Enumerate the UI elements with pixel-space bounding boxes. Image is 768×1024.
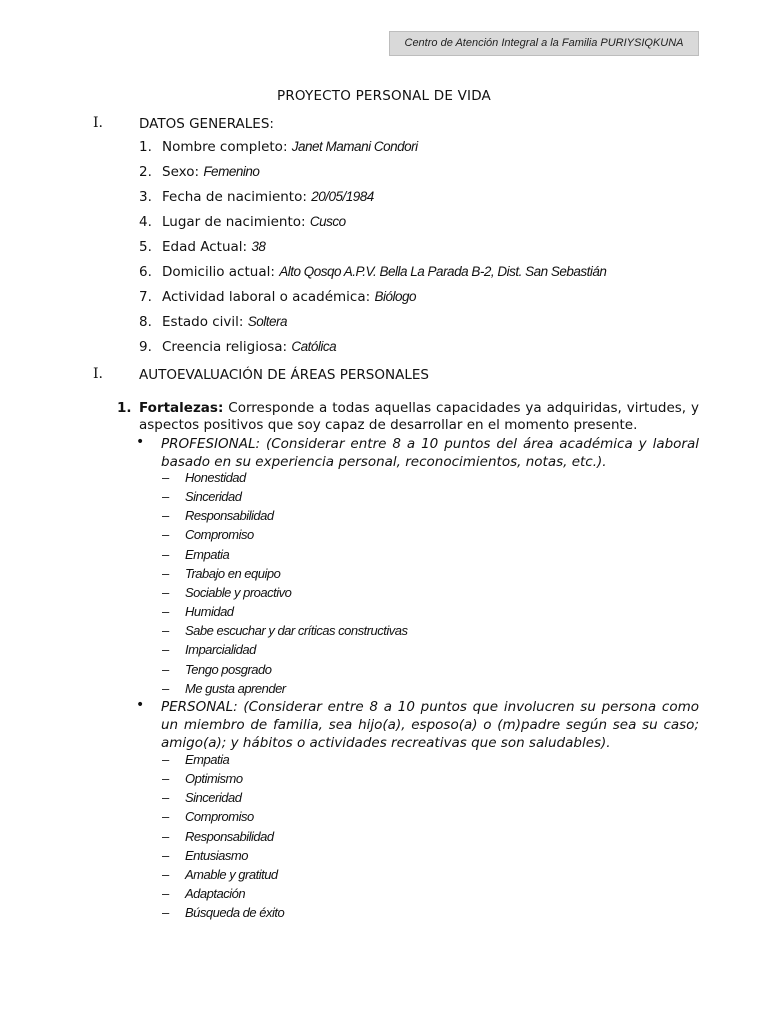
data-item-number: 2. [139, 164, 152, 180]
data-item-label: Estado civil: [162, 314, 248, 330]
profesional-list-item: Empatia [185, 546, 230, 562]
data-item [162, 289, 416, 305]
data-item-number: 8. [139, 314, 152, 330]
fortalezas-description: Corresponde a todas aquellas capacidades ya adquiridas, virtudes, y aspectos positivos que soy capaz de desarrollar en el momento presente. [139, 400, 699, 433]
profesional-list-item: Honestidad [185, 470, 246, 485]
personal-list-item: Entusiasmo [185, 847, 248, 863]
profesional-list-item: Sociable y proactivo [185, 584, 292, 600]
data-item-number: 3. [139, 189, 152, 205]
data-item-value: Soltera [247, 314, 288, 329]
dash-marker: – [162, 661, 170, 677]
fortalezas-block [117, 400, 699, 434]
personal-list-item: Adaptación [185, 886, 246, 902]
dash-marker: – [162, 489, 170, 505]
data-item-label: Nombre completo: [162, 139, 292, 155]
personal-bullet: • [136, 697, 145, 713]
dash-marker: – [162, 584, 170, 600]
dash-marker: – [162, 847, 170, 863]
dash-marker: – [162, 905, 170, 921]
dash-marker: – [162, 866, 170, 882]
data-item-label: Fecha de nacimiento: [162, 189, 312, 205]
personal-list-item: Responsabilidad [185, 828, 274, 844]
data-item-value: Biólogo [374, 289, 417, 304]
data-item [162, 339, 336, 355]
dash-marker: – [162, 527, 170, 543]
data-item-label: Actividad laboral o académica: [162, 289, 375, 305]
profesional-list-item: Me gusta aprender [185, 680, 286, 696]
data-item-number: 5. [139, 239, 152, 255]
data-item-label: Domicilio actual: [162, 264, 280, 280]
profesional-description: PROFESIONAL: (Considerar entre 8 a 10 puntos del área académica y laboral basado en su experiencia personal, reconocimientos, notas, etc.). [161, 436, 699, 470]
fortalezas-paragraph [139, 400, 699, 434]
profesional-list-item: Tengo posgrado [185, 661, 272, 677]
data-item [162, 214, 346, 230]
data-item-value: 38 [251, 239, 266, 254]
dash-marker: – [162, 886, 170, 902]
dash-marker: – [162, 604, 170, 620]
personal-list-item: Empatia [185, 752, 230, 767]
personal-list-item: Búsqueda de éxito [185, 905, 285, 921]
personal-list-item: Optimismo [185, 771, 243, 787]
dash-marker: – [162, 623, 170, 639]
fortalezas-number: 1. [117, 400, 132, 416]
document-title: PROYECTO PERSONAL DE VIDA [277, 88, 491, 104]
data-item [162, 314, 287, 330]
dash-marker: – [162, 752, 170, 767]
fortalezas-heading: Fortalezas: [139, 400, 224, 416]
data-item-number: 7. [139, 289, 152, 305]
data-item-value: Católica [291, 339, 337, 354]
dash-marker: – [162, 565, 170, 581]
dash-marker: – [162, 809, 170, 825]
data-item-number: 1. [139, 139, 152, 155]
profesional-list-item: Compromiso [185, 527, 254, 543]
dash-marker: – [162, 771, 170, 787]
data-item-value: Janet Mamani Condori [291, 139, 418, 154]
section-1-numeral: I. [93, 115, 103, 131]
dash-marker: – [162, 470, 170, 485]
data-item-value: 20/05/1984 [311, 189, 374, 204]
data-item-value: Femenino [203, 164, 260, 179]
dash-marker: – [162, 828, 170, 844]
section-2-title: AUTOEVALUACIÓN DE ÁREAS PERSONALES [139, 367, 429, 383]
data-item-label: Edad Actual: [162, 239, 252, 255]
data-item-number: 9. [139, 339, 152, 355]
profesional-list-item: Sabe escuchar y dar críticas constructivas [185, 623, 408, 639]
section-2-numeral: I. [93, 366, 103, 382]
dash-marker: – [162, 642, 170, 658]
data-item-value: Alto Qosqo A.P.V. Bella La Parada B-2, Dist. San Sebastián [279, 264, 607, 279]
data-item-label: Creencia religiosa: [162, 339, 292, 355]
personal-description: PERSONAL: (Considerar entre 8 a 10 puntos que involucren su persona como un miembro de familia, sea hijo(a), esposo(a) o (m)padre según sea su caso; amigo(a); y hábitos o actividades recreativas que son saludables). [161, 699, 699, 751]
dash-marker: – [162, 680, 170, 696]
personal-list-item: Sinceridad [185, 790, 242, 806]
data-item [162, 164, 259, 180]
profesional-list-item: Responsabilidad [185, 508, 274, 524]
profesional-list-item: Sinceridad [185, 489, 242, 505]
section-1-title: DATOS GENERALES: [139, 116, 274, 132]
data-item [162, 239, 265, 255]
profesional-list-item: Trabajo en equipo [185, 565, 281, 581]
dash-marker: – [162, 546, 170, 562]
organization-header: Centro de Atención Integral a la Familia PURIYSIQKUNA [389, 31, 699, 56]
dash-marker: – [162, 790, 170, 806]
data-item-label: Lugar de nacimiento: [162, 214, 310, 230]
dash-marker: – [162, 508, 170, 524]
profesional-list-item: Imparcialidad [185, 642, 256, 658]
data-item [162, 264, 606, 280]
personal-list-item: Compromiso [185, 809, 254, 825]
profesional-list-item: Humidad [185, 604, 234, 620]
data-item-value: Cusco [309, 214, 346, 229]
data-item-number: 4. [139, 214, 152, 230]
data-item-number: 6. [139, 264, 152, 280]
profesional-bullet: • [136, 434, 145, 450]
personal-list-item: Amable y gratitud [185, 866, 278, 882]
data-item [162, 189, 374, 205]
data-item-label: Sexo: [162, 164, 204, 180]
data-item [162, 139, 418, 155]
